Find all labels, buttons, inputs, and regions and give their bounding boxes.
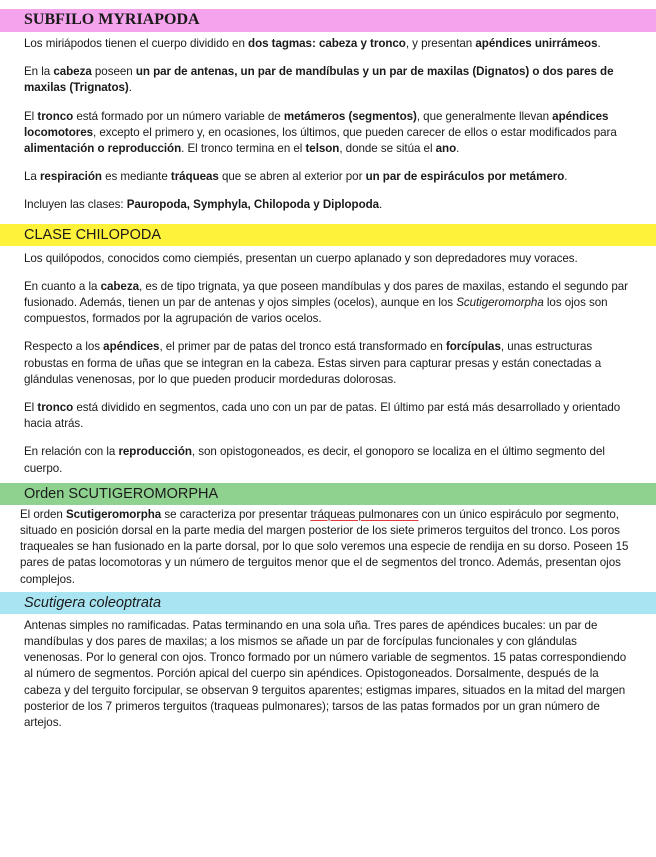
section-scutigera xyxy=(0,614,656,731)
myriapoda-paragraph-1: Los miriápodos tienen el cuerpo dividido en dos tagmas: cabeza y tronco, y presentan apéndices unirrámeos. xyxy=(24,37,601,50)
chilopoda-paragraph-4: El tronco está dividido en segmentos, cada uno con un par de patas. El último par está más desarrollado y orientado hacia atrás. xyxy=(24,401,621,431)
heading-scutigera-coleoptrata: Scutigera coleoptrata xyxy=(0,592,656,614)
scutigeromorpha-paragraph-1: El orden Scutigeromorpha se caracteriza por presentar tráqueas pulmonares con un único espiráculo por segmento, situado en posición dorsal en la parte media del margen posterior de los siete primeros terguitos del tronco. Los poros traqueales se han fusionado en la parte dorsal, por lo que solo veremos una especie de rendija en su dorso. Poseen 15 pares de patas locomotoras y un número de terguitos menor que el de segmentos del tronco. Además, presentan ojos complejos. xyxy=(20,507,629,586)
myriapoda-paragraph-4: La respiración es mediante tráqueas que se abren al exterior por un par de espiráculos por metámero. xyxy=(24,170,568,184)
myriapoda-paragraph-5: Incluyen las clases: Pauropoda, Symphyla, Chilopoda y Diplopoda. xyxy=(24,198,383,212)
chilopoda-paragraph-1: Los quilópodos, conocidos como ciempiés, presentan un cuerpo aplanado y son depredadores muy voraces. xyxy=(24,251,578,265)
scutigera-paragraph-1: Antenas simples no ramificadas. Patas terminando en una sola uña. Tres pares de apéndices bucales: un par de mandíbulas y dos pares de maxilas; a los mismos se añade un par de forcípulas funcionales y con glándulas venenosas. Por lo general con ojos. Tronco formado por un número variable de segmentos. 15 patas correspondiendo al número de segmentos. Porción apical del cuerpo sin apéndices. Opistogoneados. Dorsalmente, después de la cabeza y del terguito forcipular, se observan 9 terguitos aparentes; estigmas impares, situados en la mitad del margen posterior de los 7 primeros terguitos (traqueas pulmonares); tarsos de las patas formados por un gran número de artejos. xyxy=(24,618,627,730)
chilopoda-paragraph-3: Respecto a los apéndices, el primer par de patas del tronco está transformado en forcípulas, unas estructuras robustas en forma de uñas que se integran en la cabeza. Estas sirven para capturar presas y están conectadas a glándulas venenosas, por lo que pueden producir mordeduras dolorosas. xyxy=(24,340,602,386)
section-scutigeromorpha xyxy=(0,505,656,592)
chilopoda-paragraph-5: En relación con la reproducción, son opistogoneados, es decir, el gonoporo se localiza en el último segmento del cuerpo. xyxy=(24,445,605,475)
heading-orden-scutigeromorpha: Orden SCUTIGEROMORPHA xyxy=(0,483,656,505)
heading-clase-chilopoda: CLASE CHILOPODA xyxy=(0,224,656,246)
myriapoda-paragraph-3: El tronco está formado por un número variable de metámeros (segmentos), que generalmente llevan apéndices locomotores, excepto el primero y, en ocasiones, los últimos, que pueden carecer de ellos o estar modificados para alimentación o reproducción. El tronco termina en el telson, donde se sitúa el ano. xyxy=(24,109,617,156)
spellcheck-underline: tráqueas pulmonares xyxy=(310,507,419,521)
section-chilopoda xyxy=(0,246,656,483)
myriapoda-paragraph-2: En la cabeza poseen un par de antenas, un par de mandíbulas y un par de maxilas (Dignatos) o dos pares de maxilas (Trignatos). xyxy=(24,65,614,95)
document-page xyxy=(0,9,656,857)
heading-subfilo-myriapoda: SUBFILO MYRIAPODA xyxy=(0,9,656,32)
section-myriapoda xyxy=(0,32,656,224)
chilopoda-paragraph-2: En cuanto a la cabeza, es de tipo trignata, ya que poseen mandíbulas y dos pares de maxilas, estando el segundo par fusionado. Además, tienen un par de antenas y ojos simples (ocelos), aunque en los Scutigeromorpha los ojos son compuestos, formados por la agrupación de varios ocelos. xyxy=(24,279,628,326)
